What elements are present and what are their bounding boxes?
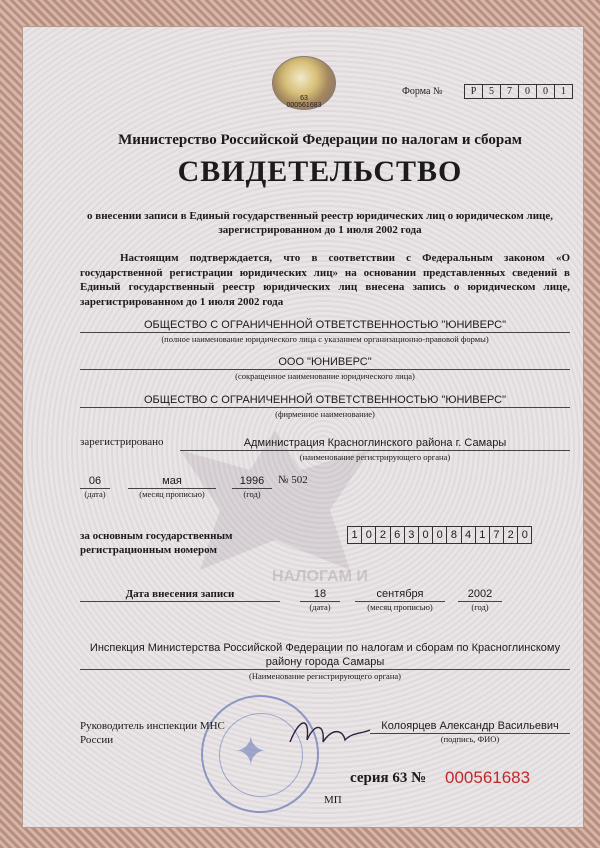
entry-day-caption: (дата) <box>309 602 331 612</box>
ogrn-label: за основным государственным регистрационным номером <box>80 530 233 556</box>
full-name-field: ОБЩЕСТВО С ОГРАНИЧЕННОЙ ОТВЕТСТВЕННОСТЬЮ "ЮНИВЕРС" <box>80 318 570 333</box>
entry-month-caption: (месяц прописью) <box>367 602 433 612</box>
entry-date-label: Дата внесения записи <box>80 587 280 602</box>
ogrn-digit: 1 <box>476 527 490 543</box>
reg-year-field: 1996 <box>232 474 272 489</box>
registering-authority-field: Администрация Красноглинского района г. Самары <box>180 436 570 451</box>
watermark-text: НАЛОГАМ И <box>272 568 368 585</box>
entry-day-field: 18 <box>300 587 340 602</box>
stamp-eagle-icon: ✦ <box>234 729 268 774</box>
ogrn-digit: 8 <box>447 527 461 543</box>
reg-day-caption: (дата) <box>84 489 106 499</box>
ogrn-digit: 0 <box>362 527 376 543</box>
inspection-name-field: Инспекция Министерства Российской Федерации по налогам и сборам по Красноглинскому району города Самары <box>80 641 570 670</box>
document-title: СВИДЕТЕЛЬСТВО <box>177 155 463 188</box>
series-label: серия 63 № <box>350 770 427 786</box>
ogrn-digit: 3 <box>405 527 419 543</box>
firm-name-caption: (фирменное наименование) <box>275 409 375 419</box>
forma-cell: 5 <box>483 85 501 98</box>
registering-authority-caption: (наименование регистрирующего органа) <box>299 452 451 462</box>
ogrn-digit: 4 <box>462 527 476 543</box>
ogrn-digit-grid <box>347 526 532 544</box>
reg-year-caption: (год) <box>243 489 261 499</box>
short-name-field: ООО "ЮНИВЕРС" <box>80 355 570 370</box>
forma-label: Форма № <box>402 86 443 97</box>
signatory-name-field: Колоярцев Александр Васильевич <box>370 719 570 734</box>
inspection-caption: (Наименование регистрирующего органа) <box>249 671 401 681</box>
mp-label: МП <box>324 794 342 806</box>
ogrn-digit: 6 <box>391 527 405 543</box>
forma-cell: 1 <box>561 86 566 97</box>
forma-cell: 0 <box>519 85 537 98</box>
ogrn-digit: 0 <box>521 529 528 541</box>
firm-name-field: ОБЩЕСТВО С ОГРАНИЧЕННОЙ ОТВЕТСТВЕННОСТЬЮ "ЮНИВЕРС" <box>80 393 570 408</box>
forma-cell: 7 <box>501 85 519 98</box>
forma-cell: 0 <box>537 85 555 98</box>
entry-month-field: сентября <box>355 587 445 602</box>
reg-month-field: мая <box>128 474 216 489</box>
series-number: 000561683 <box>445 768 531 787</box>
reg-month-caption: (месяц прописью) <box>139 489 205 499</box>
entry-year-field: 2002 <box>458 587 502 602</box>
registered-label: зарегистрировано <box>80 436 164 448</box>
ogrn-digit: 2 <box>376 527 390 543</box>
reg-number: № 502 <box>278 474 308 486</box>
ogrn-digit: 0 <box>419 527 433 543</box>
signature-icon <box>285 712 375 752</box>
short-name-caption: (сокращенное наименование юридического лица) <box>235 371 415 381</box>
ogrn-digit: 2 <box>504 527 518 543</box>
intro-paragraph: Настоящим подтверждается, что в соответствии с Федеральным законом «О государственной регистрации юридических лиц» на основании представленных сведений в Единый государственный реестр юридических лиц внесена запись о юридическом лице, зарегистрированном до 1 июля 2002 года <box>80 252 570 308</box>
hologram-number: 63 000561683 <box>286 95 322 109</box>
reg-day-field: 06 <box>80 474 110 489</box>
signatory-caption: (подпись, ФИО) <box>440 734 500 744</box>
forma-number-box <box>464 84 573 99</box>
ogrn-digit: 1 <box>348 527 362 543</box>
ogrn-digit: 0 <box>433 527 447 543</box>
full-name-caption: (полное наименование юридического лица с указанием организационно-правовой формы) <box>161 334 489 344</box>
ministry-name: Министерство Российской Федерации по налогам и сборам <box>118 132 522 148</box>
document-subtitle: о внесении записи в Единый государственный реестр юридических лиц о юридическом лице, зарегистрированном до 1 июля 2002 года <box>87 210 553 236</box>
signatory-position: Руководитель инспекции МНС России <box>80 720 225 746</box>
forma-cell: Р <box>465 85 483 98</box>
entry-year-caption: (год) <box>471 602 489 612</box>
ogrn-digit: 7 <box>490 527 504 543</box>
